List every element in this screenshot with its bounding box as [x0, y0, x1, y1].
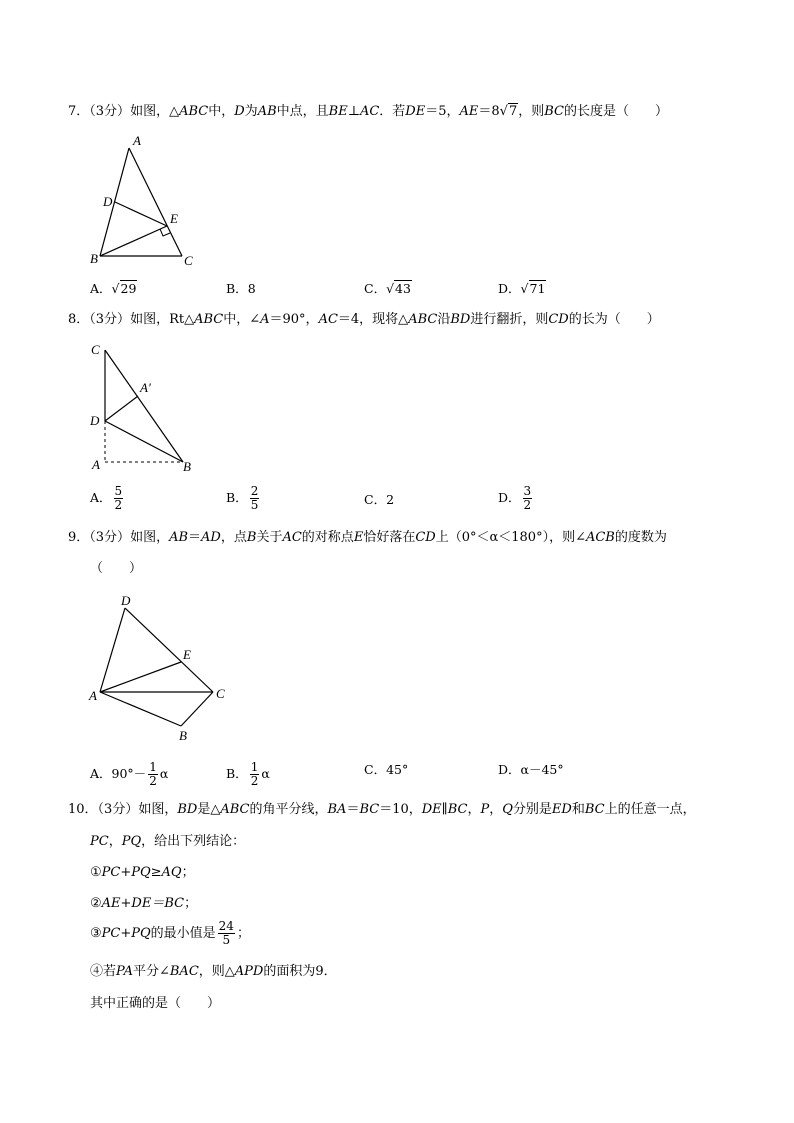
q8-label-d: D: [90, 413, 100, 428]
q8-label-a-prime: A′: [140, 380, 151, 395]
q8-option-a: A． $\frac{5}{2}$: [90, 484, 123, 512]
q7-label-d: D: [103, 194, 113, 209]
q7-label-a: A: [133, 133, 141, 148]
q9-label-a: A: [89, 688, 97, 703]
q7-label-c: C: [184, 253, 193, 268]
q9-label-b: B: [179, 728, 187, 743]
q10-final-question: 其中正确的是（ ）: [90, 996, 221, 1011]
q10-stem: 10．（3分）如图，BD是△ABC的角平分线，BA＝BC＝10，DE∥BC，P，Q分别是ED和BC上的任意一点，: [68, 802, 696, 817]
q9-label-d: D: [121, 593, 131, 608]
q7-stem: 7．（3分）如图，△ABC中，D为AB中点，且BE⊥AC．若DE＝5，AE＝8√7，则BC的长度是（ ）: [68, 104, 669, 119]
q8-figure: [80, 338, 210, 478]
q8-stem: 8．（3分）如图，Rt△ABC中，∠A＝90°，AC＝4，现将△ABC沿BD进行翻折，则CD的长为（ ）: [68, 312, 660, 327]
q9-label-c: C: [216, 686, 225, 701]
q7-label-b: B: [90, 251, 98, 266]
q9-option-b: B． $\frac{1}{2}$ α: [226, 760, 270, 788]
q7-option-b: B．8: [226, 281, 256, 296]
q7-figure: [80, 128, 210, 270]
q7-option-c: C．√43: [364, 281, 411, 296]
q7-option-a: A．√29: [90, 281, 137, 296]
q8-label-a: A: [92, 457, 100, 472]
q9-option-c: C．45°: [364, 762, 409, 777]
q10-conclusion-4: ④若PA平分∠BAC，则△APD的面积为9．: [90, 964, 337, 979]
q9-option-a: A．90°－ $\frac{1}{2}$ α: [90, 760, 169, 788]
q10-stem-line2: PC，PQ，给出下列结论：: [90, 834, 246, 849]
q8-option-d: D． $\frac{3}{2}$: [498, 484, 532, 512]
q10-conclusion-1: ①PC+PQ≥AQ；: [90, 865, 195, 880]
q9-figure: [84, 590, 244, 748]
q9-option-d: D．α－45°: [498, 762, 564, 777]
q9-answer-paren: （ ）: [90, 561, 143, 576]
q7-label-e: E: [170, 211, 178, 226]
q8-option-c: C．2: [364, 492, 395, 507]
q8-label-b: B: [183, 459, 191, 474]
q7-option-d: D．√71: [498, 281, 546, 296]
q10-conclusion-3: ③PC+PQ的最小值是 $\frac{24}{5}$ ；: [90, 919, 250, 947]
q8-label-c: C: [91, 342, 100, 357]
q9-stem: 9．（3分）如图，AB＝AD，点B关于AC的对称点E恰好落在CD上（0°＜α＜180°），则∠ACB的度数为: [68, 530, 667, 545]
q9-label-e: E: [183, 647, 191, 662]
q10-conclusion-2: ②AE+DE＝BC；: [90, 896, 198, 911]
q8-option-b: B． $\frac{2}{5}$: [226, 484, 259, 512]
